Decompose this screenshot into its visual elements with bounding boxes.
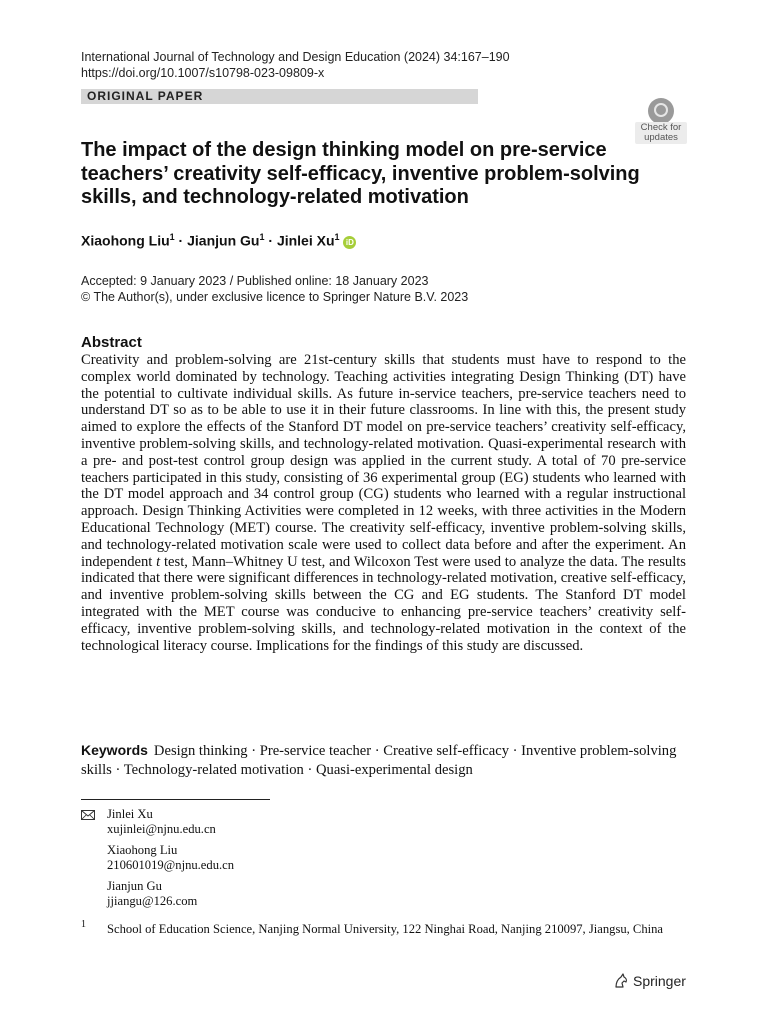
author-name[interactable]: Jinlei Xu [276, 232, 335, 249]
contact-email[interactable]: xujinlei@njnu.edu.cn [107, 822, 216, 836]
check-for-updates-badge[interactable] [635, 98, 687, 142]
doi-link[interactable]: https://doi.org/10.1007/s10798-023-09809-x [81, 66, 325, 80]
publication-dates [81, 273, 468, 305]
contact-email[interactable]: 210601019@njnu.edu.cn [107, 858, 235, 872]
author-list: Xiaohong Liu$^1$ · Jianjun $Gu^1$ · Jinlei Xu$^1$ iD [81, 232, 356, 249]
contact-name: Xiaohong Liu [107, 843, 178, 857]
author-affiliation-marker: 1 [259, 232, 265, 242]
contact-email[interactable]: jjiangu@126.com [107, 894, 198, 908]
abstract-body [81, 352, 686, 654]
copyright-notice: © The Author(s), under exclusive licence to Springer Nature B.V. 2023 [81, 290, 469, 304]
author-name[interactable]: Xiaohong Liu [81, 232, 170, 249]
check-updates-label: Check for updates [635, 122, 687, 144]
envelope-icon [81, 810, 95, 820]
author-affiliation-marker: 1 [334, 232, 340, 242]
accepted-published-dates: Accepted: 9 January 2023 / Published online: 18 January 2023 [81, 274, 429, 288]
author-affiliation-marker: 1 [169, 232, 175, 242]
author-name[interactable]: Jianjun Gu [187, 232, 260, 249]
keywords-section [81, 741, 686, 779]
check-updates-icon [648, 98, 674, 124]
author-contact [107, 879, 197, 909]
author-contact [107, 843, 234, 873]
keywords-label: Keywords [81, 742, 148, 758]
abstract-heading: Abstract [81, 334, 142, 351]
affiliation-number: 1 [81, 919, 86, 930]
publisher-logo [613, 973, 686, 989]
footnote-divider [81, 799, 270, 800]
keywords-list: Design thinking · Pre-service teacher · Creative self-efficacy · Inventive problem-solving skills · Technology-related motivation · Quasi-experimental design [81, 743, 677, 778]
journal-citation: International Journal of Technology and Design Education (2024) 34:167–190 [81, 50, 510, 64]
paper-title: The impact of the design thinking model on pre-service teachers’ creativity self-efficacy, inventive problem-solving skills, and technology-related motivation [81, 139, 640, 208]
abstract-italic-t: t [156, 553, 161, 570]
abstract-text-part: test, Mann–Whitney U test, and Wilcoxon Test were used to analyze the data. The results indicated that there were significant differences in technology-related motivation, creative self-efficacy, and inventive problem-solving skills between the CG and EG students. The Stanford DT model integrated with the MET course was conducive to enhancing pre-service teachers’ creativity self-efficacy, inventive problem-solving skills, and technology-related motivation in the context of the technological literacy course. Implications for the findings of this study are discussed. [81, 553, 686, 654]
article-type-label: ORIGINAL PAPER [87, 89, 204, 103]
springer-horse-icon [613, 973, 629, 989]
contact-name: Jianjun Gu [107, 879, 162, 893]
contact-name: Jinlei Xu [107, 807, 153, 821]
journal-header [81, 49, 510, 81]
orcid-icon[interactable]: iD [343, 236, 356, 249]
article-type-band [81, 89, 478, 104]
corresponding-author-contact [107, 807, 216, 837]
abstract-text-part: Creativity and problem-solving are 21st-century skills that students must have to respond to the complex world dominated by technology. Teaching activities integrating Design Thinking (DT) have the potential to cultivate individual skills. As future in-service teachers, pre-service teachers need to understand DT so as to be able to use it in their future classrooms. In line with this, the present study aimed to explore the effects of the Stanford DT model on pre-service teachers’ creativity self-efficacy, inventive problem-solving skills, and technology-related motivation. Quasi-experimental research with a pre- and post-test control group design was applied in the current study. A total of 70 pre-service teachers participated in this study, consisting of 36 experimental group (EG) students who learned with the DT model approach and 34 control group (CG) students who learned with a regular instructional approach. Design Thinking Activities were completed in 12 weeks, with three activities in the Modern Educational Technology (MET) course. The creativity self-efficacy, inventive problem-solving skills, and technology-related motivation scale were used to collect data before and after the experiment. An independent [81, 352, 686, 570]
publisher-name: Springer [633, 973, 686, 989]
affiliation-text: School of Education Science, Nanjing Normal University, 122 Ninghai Road, Nanjing 210097, Jiangsu, China [107, 922, 664, 936]
